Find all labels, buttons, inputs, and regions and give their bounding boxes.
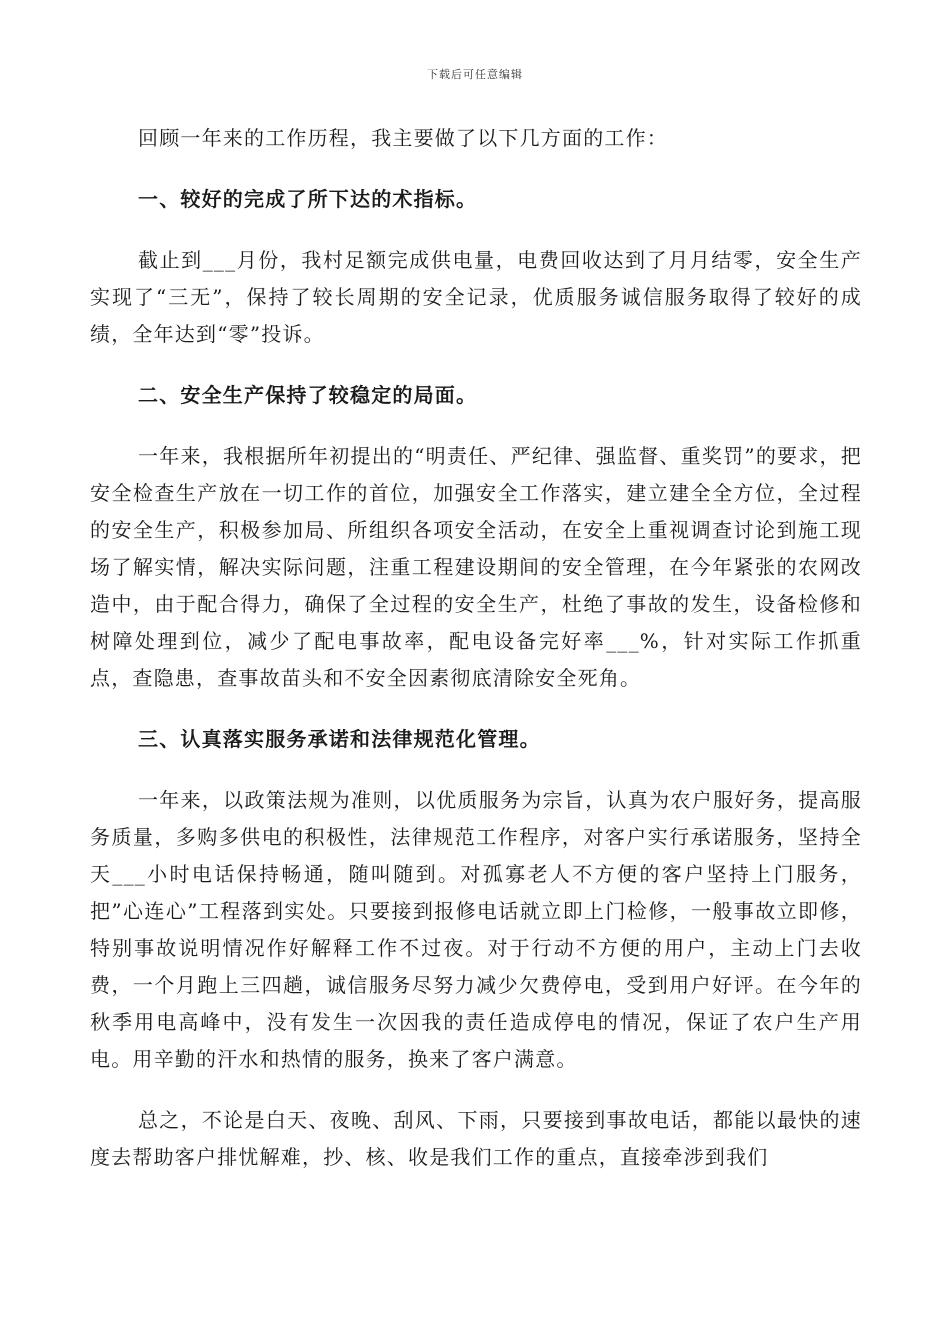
section-heading-2: 二、安全生产保持了较稳定的局面。 <box>138 383 478 407</box>
section-body-2: 一年来，我根据所年初提出的“明责任、严纪律、强监督、重奖罚”的要求，把安全检查生产放在一切工作的首位，加强安全工作落实，建立建全全方位，全过程的安全生产，积极参加局、所组织各项安全活动，在安全上重视调查讨论到施工现场了解实情，解决实际问题，注重工程建设期间的安全管理，在今年紧张的农网改造中，由于配合得力，确保了全过程的安全生产，杜绝了事故的发生，设备检修和树障处理到位，减少了配电事故率，配电设备完好率___%，针对实际工作抓重点，查隐患，查事故苗头和不安全因素彻底清除安全死角。 <box>90 444 862 690</box>
page-header: 下载后可任意编辑 <box>427 68 523 81</box>
document-body <box>90 120 862 1200</box>
section-body-1: 截止到___月份，我村足额完成供电量，电费回收达到了月月结零，安全生产实现了“三无”，保持了较长周期的安全记录，优质服务诚信服务取得了较好的成绩，全年达到“零”投诉。 <box>90 248 862 346</box>
intro-paragraph: 回顾一年来的工作历程，我主要做了以下几方面的工作： <box>138 126 668 150</box>
conclusion-paragraph: 总之，不论是白天、夜晚、刮风、下雨，只要接到事故电话，都能以最快的速度去帮助客户排忧解难，抄、核、收是我们工作的重点，直接牵涉到我们 <box>90 1108 862 1169</box>
section-body-3: 一年来，以政策法规为准则，以优质服务为宗旨，认真为农户服好务，提高服务质量，多购多供电的积极性，法律规范工作程序，对客户实行承诺服务，坚持全天___小时电话保持畅通，随叫随到。对孤寡老人不方便的客户坚持上门服务，把”心连心”工程落到实处。只要接到报修电话就立即上门检修，一般事故立即修，特别事故说明情况作好解释工作不过夜。对于行动不方便的用户，主动上门去收费，一个月跑上三四趟，诚信服务尽努力减少欠费停电，受到用户好评。在今年的秋季用电高峰中，没有发生一次因我的责任造成停电的情况，保证了农户生产用电。用辛勤的汗水和热情的服务，换来了客户满意。 <box>90 788 862 1071</box>
section-heading-3: 三、认真落实服务承诺和法律规范化管理。 <box>138 727 541 751</box>
section-heading-1: 一、较好的完成了所下达的术指标。 <box>138 187 478 211</box>
